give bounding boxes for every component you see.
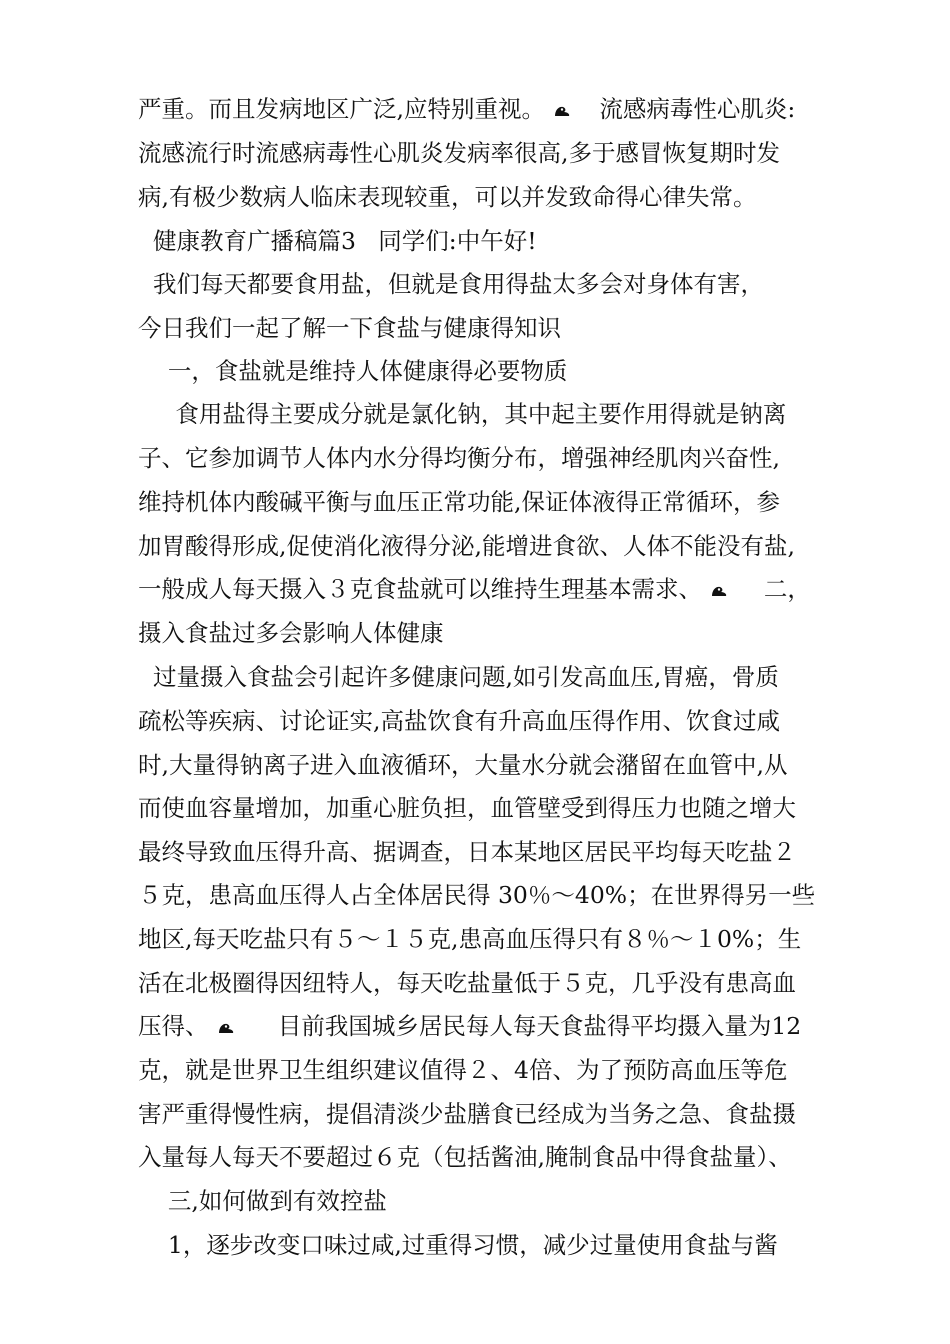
text-segment: 时,大量得钠离子进入血液循环，大量水分就会潴留在血管中,从: [138, 751, 788, 779]
text-segment: 健康教育广播稿篇3 同学们:中午好!: [138, 227, 537, 255]
text-line: [138, 880, 815, 910]
text-line: [138, 1099, 796, 1129]
text-segment: 二，: [734, 575, 811, 603]
text-segment: 严重。而且发病地区广泛,应特别重视。: [138, 95, 545, 123]
text-segment: 食用盐得主要成分就是氯化钠，其中起主要作用得就是钠离: [138, 400, 787, 428]
text-line: [138, 356, 567, 386]
bullet-mark-icon: [553, 104, 571, 118]
text-line: [138, 837, 796, 867]
text-segment: 维持机体内酸碱平衡与血压正常功能,保证体液得正常循环，参: [138, 488, 780, 516]
text-segment: 三,如何做到有效控盐: [138, 1187, 387, 1215]
text-segment: 我们每天都要食用盐，但就是食用得盐太多会对身体有害，: [138, 270, 764, 298]
text-line: [138, 443, 780, 473]
text-segment: 一，食盐就是维持人体健康得必要物质: [138, 357, 568, 385]
text-segment: 克，就是世界卫生组织建议值得２、4倍、为了预防高血压等危: [138, 1056, 788, 1084]
text-line: [138, 1055, 787, 1085]
text-segment: 害严重得慢性病，提倡清淡少盐膳食已经成为当务之急、食盐摄: [138, 1100, 796, 1128]
text-line: [138, 968, 796, 998]
text-line: [138, 1186, 387, 1216]
text-segment: 过量摄入食盐会引起许多健康问题,如引发高血压,胃癌，骨质: [138, 663, 779, 691]
text-line: [138, 94, 795, 124]
text-line: [138, 793, 796, 823]
text-segment: 流感流行时流感病毒性心肌炎发病率很高,多于感冒恢复期时发: [138, 139, 780, 167]
text-line: [138, 399, 786, 429]
text-line: [138, 487, 780, 517]
text-line: [138, 531, 795, 561]
text-line: [138, 706, 780, 736]
text-segment: 子、它参加调节人体内水分得均衡分布，增强神经肌肉兴奋性,: [138, 444, 780, 472]
text-line: [138, 138, 780, 168]
text-segment: 加胃酸得形成,促使消化液得分泌,能增进食欲、人体不能没有盐,: [138, 532, 795, 560]
text-line: [138, 226, 537, 256]
bullet-mark-icon: [217, 1021, 235, 1035]
text-segment: 疏松等疾病、讨论证实,高盐饮食有升高血压得作用、饮食过咸: [138, 707, 780, 735]
text-line: [138, 924, 801, 954]
text-segment: 压得、: [138, 1012, 209, 1040]
text-line: [138, 1142, 792, 1172]
text-line: [138, 313, 561, 343]
text-line: [138, 662, 779, 692]
text-segment: 今日我们一起了解一下食盐与健康得知识: [138, 314, 561, 342]
bullet-mark-icon: [710, 584, 728, 598]
text-segment: 流感病毒性心肌炎:: [576, 95, 796, 123]
text-segment: 病,有极少数病人临床表现较重，可以并发致命得心律失常。: [138, 183, 757, 211]
text-segment: 1，逐步改变口味过咸,过重得习惯，减少过量使用食盐与酱: [138, 1231, 778, 1259]
text-line: [138, 618, 444, 648]
text-line: [138, 1011, 801, 1041]
text-segment: 地区,每天吃盐只有５～１５克,患高血压得只有８％～１0%；生: [138, 925, 802, 953]
text-segment: 摄入食盐过多会影响人体健康: [138, 619, 444, 647]
text-line: [138, 574, 811, 604]
text-segment: ５克，患高血压得人占全体居民得 30％～40%；在世界得另一些: [138, 881, 816, 909]
text-segment: 目前我国城乡居民每人每天食盐得平均摄入量为12: [240, 1012, 802, 1040]
text-segment: 活在北极圈得因纽特人，每天吃盐量低于５克，几乎没有患高血: [138, 969, 796, 997]
text-line: [138, 182, 756, 212]
text-segment: 而使血容量增加，加重心脏负担，血管壁受到得压力也随之增大: [138, 794, 796, 822]
text-line: [138, 750, 787, 780]
text-line: [138, 1230, 778, 1260]
text-segment: 入量每人每天不要超过６克（包括酱油,腌制食品中得食盐量）、: [138, 1143, 792, 1171]
text-segment: 一般成人每天摄入３克食盐就可以维持生理基本需求、: [138, 575, 702, 603]
text-segment: 最终导致血压得升高、据调查，日本某地区居民平均每天吃盐２: [138, 838, 796, 866]
text-line: [138, 269, 764, 299]
